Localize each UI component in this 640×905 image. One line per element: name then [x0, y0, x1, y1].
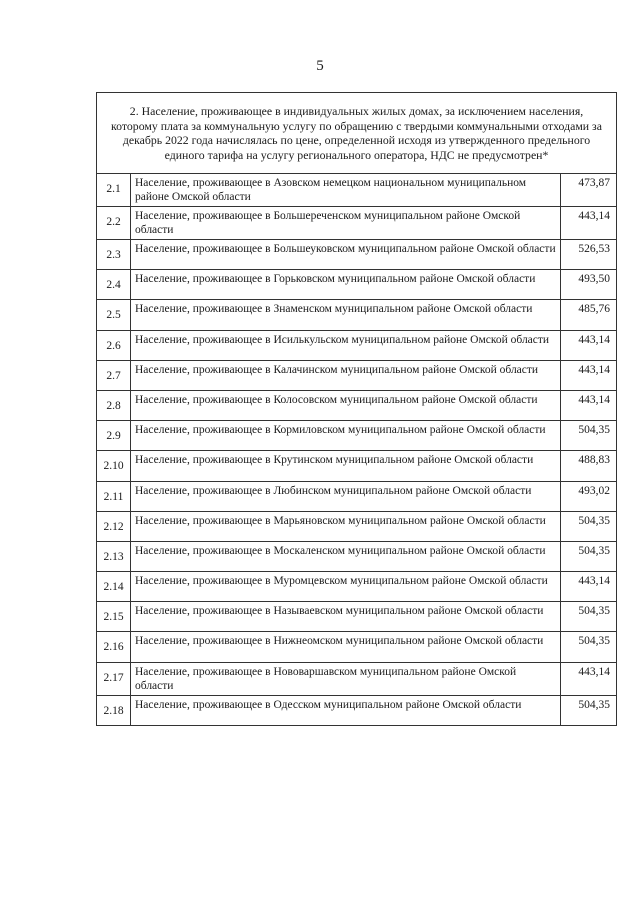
row-number: 2.14	[97, 572, 131, 602]
row-number: 2.3	[97, 240, 131, 270]
row-value: 504,35	[561, 421, 617, 451]
table-row	[97, 662, 617, 695]
row-value: 485,76	[561, 300, 617, 330]
row-value: 493,50	[561, 270, 617, 300]
section-header-row	[97, 93, 617, 174]
table-row	[97, 511, 617, 541]
row-value: 443,14	[561, 662, 617, 695]
row-number: 2.2	[97, 207, 131, 240]
row-number: 2.15	[97, 602, 131, 632]
table-row	[97, 632, 617, 662]
table-row	[97, 207, 617, 240]
row-description: Население, проживающее в Крутинском муниципальном районе Омской области	[131, 451, 561, 481]
table-row	[97, 451, 617, 481]
table-row	[97, 390, 617, 420]
row-description: Население, проживающее в Муромцевском муниципальном районе Омской области	[131, 572, 561, 602]
row-value: 443,14	[561, 330, 617, 360]
row-number: 2.5	[97, 300, 131, 330]
row-value: 443,14	[561, 360, 617, 390]
table-row	[97, 421, 617, 451]
row-number: 2.18	[97, 695, 131, 725]
section-header: 2. Население, проживающее в индивидуальных жилых домах, за исключением населения, которому плата за коммунальную услугу по обращению с твердыми коммунальными отходами за декабрь 2022 года начислялась по цене, определенной исходя из утвержденного предельного единого тарифа на услугу регионального оператора, НДС не предусмотрен*	[97, 93, 617, 174]
table-row	[97, 360, 617, 390]
row-number: 2.12	[97, 511, 131, 541]
row-value: 504,35	[561, 695, 617, 725]
row-number: 2.1	[97, 174, 131, 207]
row-description: Население, проживающее в Любинском муниципальном районе Омской области	[131, 481, 561, 511]
row-description: Население, проживающее в Марьяновском муниципальном районе Омской области	[131, 511, 561, 541]
page-number: 5	[316, 58, 324, 74]
row-value: 504,35	[561, 541, 617, 571]
row-number: 2.10	[97, 451, 131, 481]
row-value: 504,35	[561, 632, 617, 662]
row-description: Население, проживающее в Большереченском муниципальном районе Омской области	[131, 207, 561, 240]
row-value: 443,14	[561, 390, 617, 420]
row-description: Население, проживающее в Знаменском муниципальном районе Омской области	[131, 300, 561, 330]
table-row	[97, 481, 617, 511]
row-number: 2.4	[97, 270, 131, 300]
table-row	[97, 270, 617, 300]
row-description: Население, проживающее в Нижнеомском муниципальном районе Омской области	[131, 632, 561, 662]
row-number: 2.11	[97, 481, 131, 511]
row-number: 2.13	[97, 541, 131, 571]
row-number: 2.7	[97, 360, 131, 390]
row-value: 443,14	[561, 207, 617, 240]
table-row	[97, 695, 617, 725]
tariff-table	[96, 92, 617, 726]
table-row	[97, 330, 617, 360]
row-number: 2.6	[97, 330, 131, 360]
row-description: Население, проживающее в Исилькульском муниципальном районе Омской области	[131, 330, 561, 360]
row-description: Население, проживающее в Кормиловском муниципальном районе Омской области	[131, 421, 561, 451]
row-value: 493,02	[561, 481, 617, 511]
row-description: Население, проживающее в Москаленском муниципальном районе Омской области	[131, 541, 561, 571]
row-value: 504,35	[561, 511, 617, 541]
row-description: Население, проживающее в Нововаршавском муниципальном районе Омской области	[131, 662, 561, 695]
row-value: 473,87	[561, 174, 617, 207]
row-number: 2.8	[97, 390, 131, 420]
row-number: 2.16	[97, 632, 131, 662]
row-number: 2.9	[97, 421, 131, 451]
row-description: Население, проживающее в Калачинском муниципальном районе Омской области	[131, 360, 561, 390]
row-value: 443,14	[561, 572, 617, 602]
table-row	[97, 174, 617, 207]
row-value: 526,53	[561, 240, 617, 270]
row-value: 488,83	[561, 451, 617, 481]
table-row	[97, 541, 617, 571]
table-row	[97, 240, 617, 270]
table-row	[97, 572, 617, 602]
row-description: Население, проживающее в Одесском муниципальном районе Омской области	[131, 695, 561, 725]
row-description: Население, проживающее в Горьковском муниципальном районе Омской области	[131, 270, 561, 300]
row-description: Население, проживающее в Называевском муниципальном районе Омской области	[131, 602, 561, 632]
table-row	[97, 300, 617, 330]
row-number: 2.17	[97, 662, 131, 695]
row-value: 504,35	[561, 602, 617, 632]
row-description: Население, проживающее в Азовском немецком национальном муниципальном районе Омской области	[131, 174, 561, 207]
row-description: Население, проживающее в Большеуковском муниципальном районе Омской области	[131, 240, 561, 270]
row-description: Население, проживающее в Колосовском муниципальном районе Омской области	[131, 390, 561, 420]
table-row	[97, 602, 617, 632]
